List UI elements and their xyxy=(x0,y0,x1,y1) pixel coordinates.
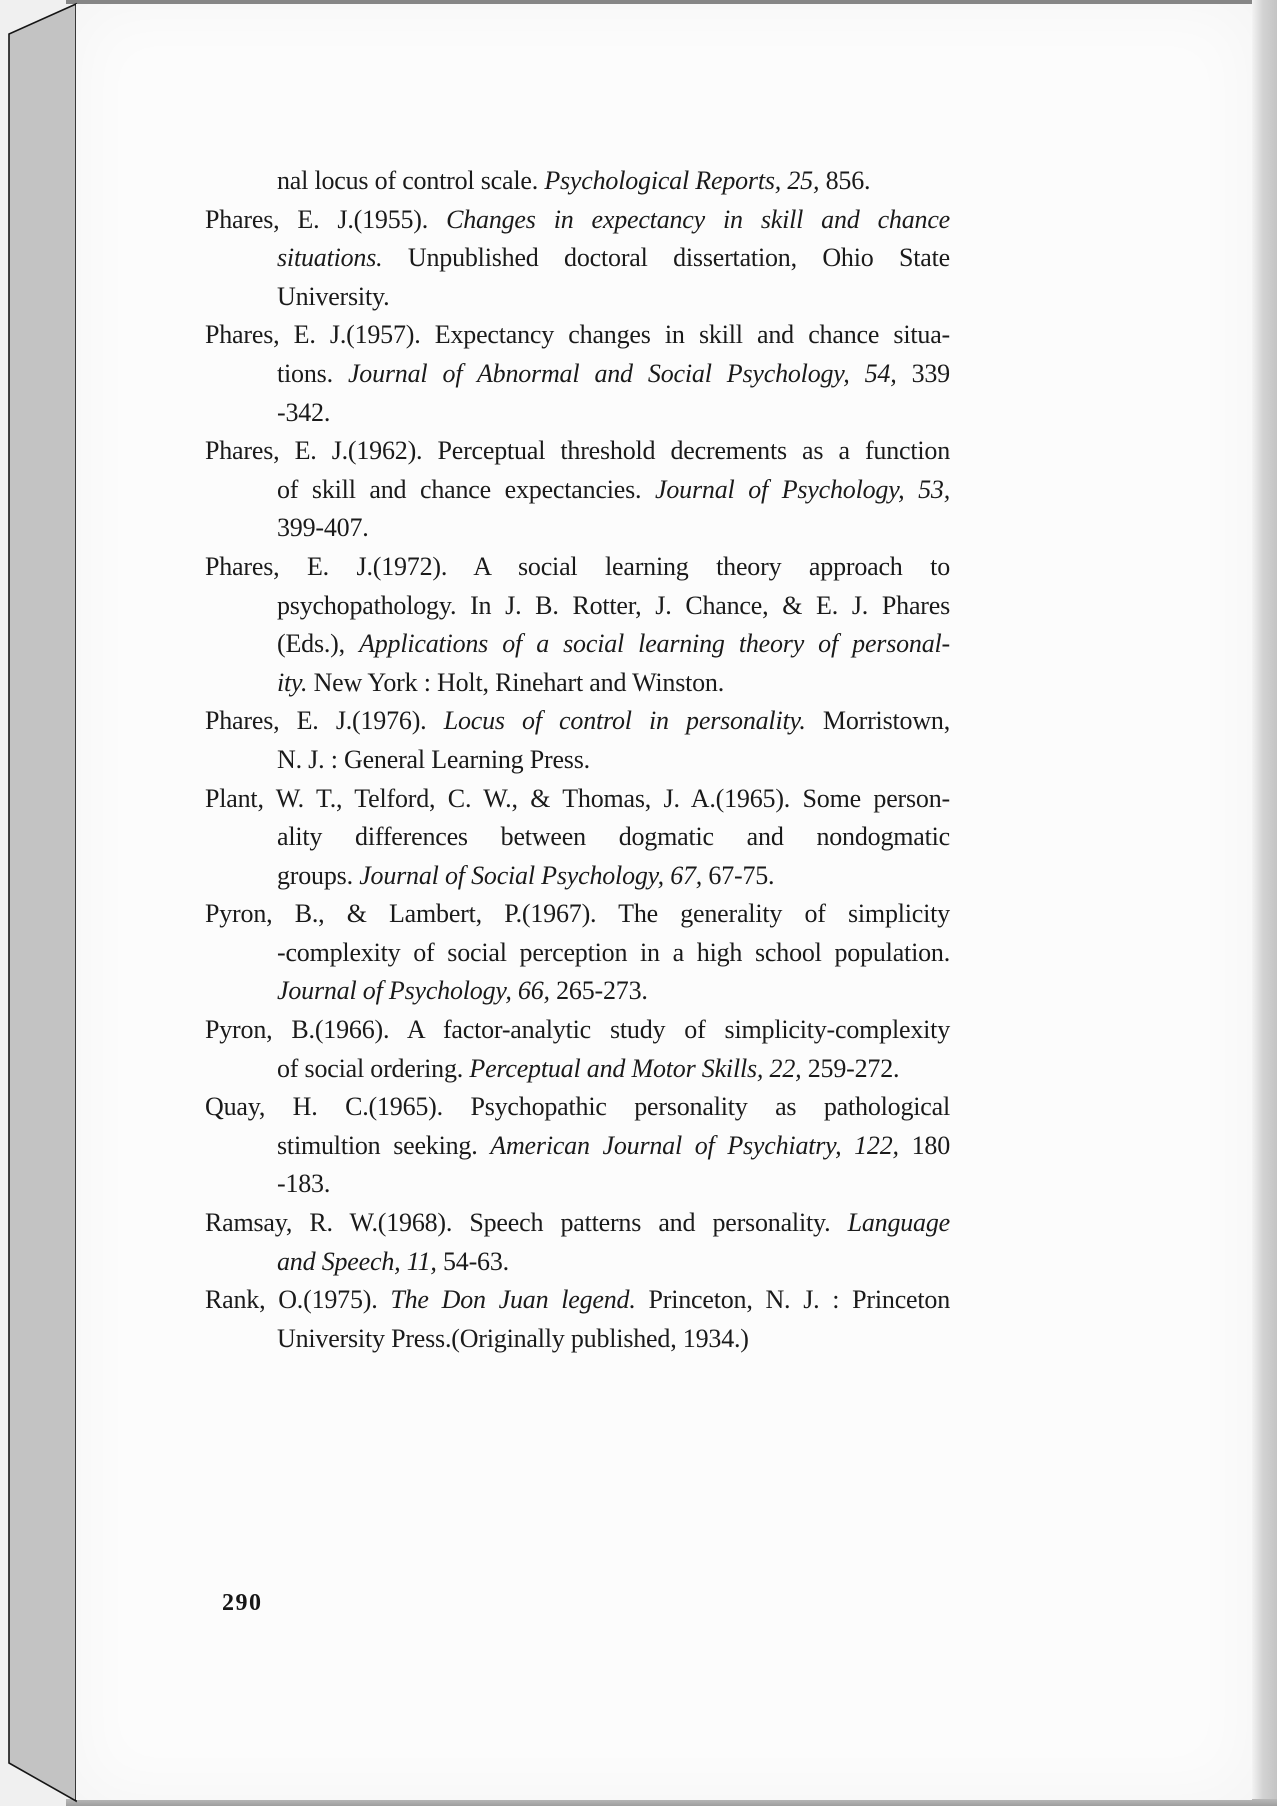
reference-line: -complexity of social perception in a high school population. xyxy=(277,937,950,967)
reference-line: Plant, W. T., Telford, C. W., & Thomas, J. A.(1965). Some person- xyxy=(205,783,950,813)
reference-line: groups. Journal of Social Psychology, 67, 67-75. xyxy=(277,860,775,890)
reference-line: nal locus of control scale. Psychological Reports, 25, 856. xyxy=(277,166,871,195)
reference-line: Phares, E. J.(1957). Expectancy changes in skill and chance situa- xyxy=(205,320,950,350)
reference-line: Phares, E. J.(1962). Perceptual threshold decrements as a function xyxy=(205,436,950,466)
reference-line: Phares, E. J.(1976). Locus of control in personality. Morristown, xyxy=(205,706,950,736)
reference-line: University Press.(Originally published, 1934.) xyxy=(277,1323,749,1353)
reference-line: of skill and chance expectancies. Journal of Psychology, 53, xyxy=(277,474,950,504)
reference-line: situations. Unpublished doctoral dissertation, Ohio State xyxy=(277,243,950,273)
page-number: 290 xyxy=(222,1590,263,1616)
reference-line: Journal of Psychology, 66, 265-273. xyxy=(277,976,648,1006)
book-bottom-edge xyxy=(66,1799,1277,1806)
reference-line: (Eds.), Applications of a social learning theory of personal- xyxy=(277,629,951,659)
reference-line: Phares, E. J.(1955). Changes in expectancy in skill and chance xyxy=(205,204,950,234)
reference-line: tions. Journal of Abnormal and Social Psychology, 54, 339 xyxy=(277,358,950,388)
reference-line: University. xyxy=(277,281,390,311)
reference-line: psychopathology. In J. B. Rotter, J. Chance, & E. J. Phares xyxy=(277,590,950,620)
reference-line: stimultion seeking. American Journal of Psychiatry, 122, 180 xyxy=(277,1130,950,1160)
reference-line: Rank, O.(1975). The Don Juan legend. Princeton, N. J. : Princeton xyxy=(205,1285,950,1315)
book-page xyxy=(76,4,1252,1800)
reference-line: ity. New York : Holt, Rinehart and Winston. xyxy=(277,667,725,697)
reference-line: Pyron, B., & Lambert, P.(1967). The generality of simplicity xyxy=(205,899,950,929)
reference-line: Phares, E. J.(1972). A social learning theory approach to xyxy=(205,551,950,581)
reference-line: 399-407. xyxy=(277,513,369,543)
reference-line: Quay, H. C.(1965). Psychopathic personality as pathological xyxy=(205,1092,950,1122)
book-right-edge xyxy=(1252,0,1277,1806)
references-text-block xyxy=(205,162,950,1358)
reference-line: -183. xyxy=(277,1169,331,1199)
reference-line: and Speech, 11, 54-63. xyxy=(277,1246,509,1276)
reference-line: N. J. : General Learning Press. xyxy=(277,744,590,774)
reference-line: Pyron, B.(1966). A factor-analytic study of simplicity-complexity xyxy=(205,1015,950,1045)
reference-line: of social ordering. Perceptual and Motor Skills, 22, 259-272. xyxy=(277,1053,900,1083)
reference-line: -342. xyxy=(277,397,331,427)
reference-line: Ramsay, R. W.(1968). Speech patterns and personality. Language xyxy=(205,1208,950,1238)
reference-line: ality differences between dogmatic and nondogmatic xyxy=(277,822,950,852)
